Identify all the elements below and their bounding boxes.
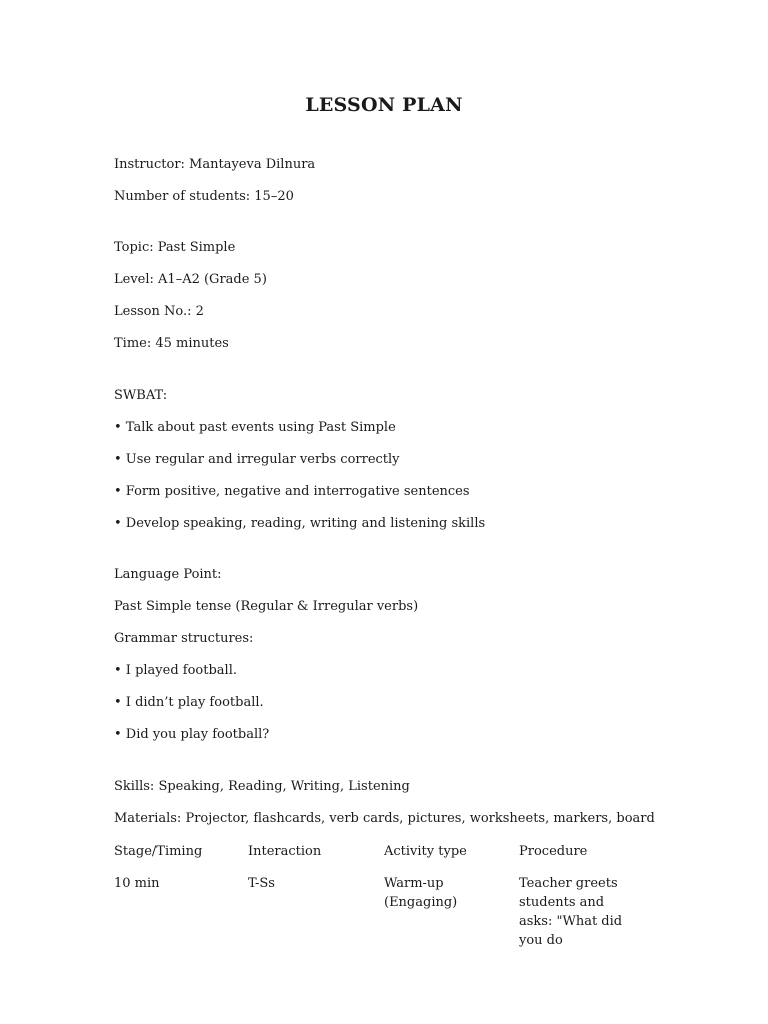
materials-line: Materials: Projector, flashcards, verb cards, pictures, worksheets, markers, board <box>114 811 655 826</box>
language-point-heading: Language Point: <box>114 567 222 582</box>
table-cell-interaction: T-Ss <box>248 876 275 891</box>
table-cell-procedure: Teacher greets students and asks: "What did you do <box>519 876 623 948</box>
grammar-structure-item: • I didn’t play football. <box>114 695 264 710</box>
level-line: Level: A1–A2 (Grade 5) <box>114 272 267 287</box>
swbat-heading: SWBAT: <box>114 388 168 403</box>
instructor-line: Instructor: Mantayeva Dilnura <box>114 157 316 172</box>
table-header-interaction: Interaction <box>248 844 322 859</box>
grammar-structure-item: • Did you play football? <box>114 727 270 742</box>
table-header-activity-type: Activity type <box>384 844 467 859</box>
swbat-item: • Talk about past events using Past Simple <box>114 420 396 435</box>
table-cell-stage: 10 min <box>114 876 160 891</box>
language-point-text: Past Simple tense (Regular & Irregular verbs) <box>114 599 419 614</box>
students-line: Number of students: 15–20 <box>114 189 294 204</box>
table-header-stage: Stage/Timing <box>114 844 203 859</box>
swbat-item: • Use regular and irregular verbs correctly <box>114 452 400 467</box>
topic-line: Topic: Past Simple <box>114 240 236 255</box>
lesson-number-line: Lesson No.: 2 <box>114 304 204 319</box>
swbat-item: • Form positive, negative and interrogative sentences <box>114 484 470 499</box>
table-header-procedure: Procedure <box>519 844 588 859</box>
swbat-item: • Develop speaking, reading, writing and listening skills <box>114 516 486 531</box>
table-cell-activity-type: Warm-up (Engaging) <box>384 876 458 910</box>
time-line: Time: 45 minutes <box>114 336 229 351</box>
skills-line: Skills: Speaking, Reading, Writing, Listening <box>114 779 410 794</box>
grammar-structures-heading: Grammar structures: <box>114 631 254 646</box>
page-title: LESSON PLAN <box>305 94 463 116</box>
grammar-structure-item: • I played football. <box>114 663 237 678</box>
